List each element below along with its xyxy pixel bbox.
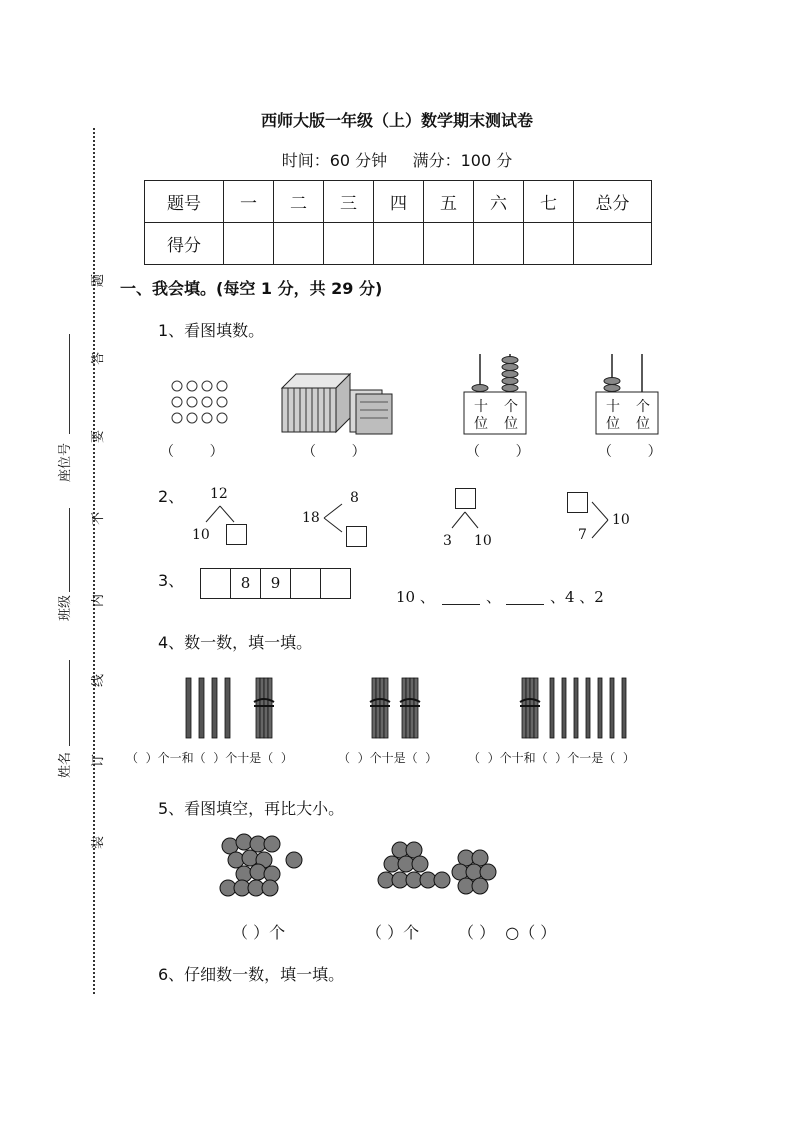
sticks-group-2: [366, 676, 426, 740]
abacus-2: [594, 352, 660, 436]
margin-char: 内: [91, 593, 106, 607]
margin-char: 装: [91, 835, 106, 849]
bundle-and-books-figure: [280, 370, 398, 436]
score-table-score-row: [145, 223, 652, 265]
binding-dotted-line: [93, 128, 95, 994]
score-input[interactable]: [474, 223, 524, 265]
answer-box[interactable]: [346, 526, 367, 547]
margin-char: 要: [91, 429, 106, 443]
score-cell: 五: [424, 181, 474, 223]
score-row-label: 得分: [145, 223, 224, 265]
apple-count-blank-1[interactable]: （ ）个: [232, 923, 286, 942]
abacus-1-tens-label: 十: [474, 399, 488, 415]
question-6-label: 6、仔细数一数，填一填。: [158, 965, 345, 984]
score-table-header-row: [145, 181, 652, 223]
section-heading: 一、我会填。(每空 1 分，共 29 分): [120, 279, 383, 298]
split-right-number: 10: [612, 512, 630, 528]
answer-box[interactable]: [567, 492, 588, 513]
answer-blank[interactable]: （ ）: [598, 444, 662, 460]
exam-subtitle: 时间：60 分钟 满分：100 分: [281, 151, 513, 170]
seat-number-label: 座位号: [58, 442, 73, 482]
number-box[interactable]: [201, 569, 231, 598]
score-cell: 一: [224, 181, 274, 223]
question-5-label: 5、看图填空，再比大小。: [158, 799, 345, 818]
answer-box[interactable]: [226, 524, 247, 545]
sequence-separator: 、: [486, 588, 502, 606]
split-left-number: 18: [302, 510, 320, 526]
abacus-1: [462, 352, 528, 436]
score-input[interactable]: [424, 223, 474, 265]
score-cell-label: 题号: [145, 181, 224, 223]
number-box: 9: [261, 569, 291, 598]
answer-blank[interactable]: （ ）: [466, 444, 530, 460]
split-lines: [322, 500, 348, 536]
score-input[interactable]: [574, 223, 652, 265]
abacus-1-ones-label: 个: [504, 399, 518, 415]
question-3-label: 3、: [158, 571, 185, 590]
abacus-2-ones-label: 个: [636, 399, 650, 415]
seat-number-line[interactable]: [69, 334, 70, 434]
sticks-caption-1: （ ）个一和（ ）个十是（ ）: [126, 751, 293, 765]
exam-title: 西师大版一年级（上）数学期末测试卷: [260, 111, 533, 130]
sequence-tail: 、4 、2: [550, 588, 604, 606]
abacus-2-ones-label: 位: [636, 416, 650, 432]
split-top-number: 12: [210, 486, 228, 502]
split-left-number: 3: [443, 533, 452, 549]
score-cell: 七: [524, 181, 574, 223]
compare-blank[interactable]: （ ） ○（ ）: [458, 923, 557, 942]
abacus-2-tens-label: 位: [606, 416, 620, 432]
abacus-1-ones-label: 位: [504, 416, 518, 432]
sticks-group-3: [516, 676, 630, 740]
split-lines: [446, 510, 486, 532]
margin-char: 订: [91, 753, 106, 767]
number-box: 8: [231, 569, 261, 598]
name-line[interactable]: [69, 660, 70, 746]
margin-char: 答: [91, 351, 106, 365]
question-4-label: 4、数一数，填一填。: [158, 633, 313, 652]
score-cell: 二: [274, 181, 324, 223]
sticks-group-1: [184, 676, 280, 740]
class-line[interactable]: [69, 508, 70, 592]
question-2-label: 2、: [158, 487, 185, 506]
split-left-number: 10: [192, 527, 210, 543]
margin-char: 线: [91, 673, 106, 687]
number-box[interactable]: [321, 569, 350, 598]
split-top-number: 8: [350, 490, 359, 506]
dots-figure: [170, 380, 232, 426]
sticks-caption-3: （ ）个十和（ ）个一是（ ）: [468, 751, 635, 765]
split-lines: [200, 504, 250, 526]
score-table: [144, 180, 652, 265]
score-cell: 三: [324, 181, 374, 223]
answer-blank[interactable]: （ ）: [302, 444, 366, 460]
apple-count-blank-2[interactable]: （ ）个: [366, 923, 420, 942]
abacus-1-tens-label: 位: [474, 416, 488, 432]
abacus-2-tens-label: 十: [606, 399, 620, 415]
score-cell: 六: [474, 181, 524, 223]
answer-blank[interactable]: （ ）: [160, 444, 224, 460]
number-box[interactable]: [291, 569, 321, 598]
sticks-caption-2: （ ）个十是（ ）: [338, 751, 438, 765]
class-label: 班级: [58, 594, 73, 621]
score-cell: 四: [374, 181, 424, 223]
apples-group-2: [374, 836, 500, 902]
sequence-blank[interactable]: [442, 604, 480, 605]
score-input[interactable]: [324, 223, 374, 265]
split-right-number: 10: [474, 533, 492, 549]
split-lines: [590, 500, 612, 540]
sequence-start: 10 、: [396, 588, 435, 606]
apples-group-1: [214, 830, 310, 906]
question-1-label: 1、看图填数。: [158, 321, 265, 340]
sequence-blank[interactable]: [506, 604, 544, 605]
split-mid-number: 7: [578, 527, 587, 543]
score-input[interactable]: [374, 223, 424, 265]
answer-box[interactable]: [455, 488, 476, 509]
margin-char: 题: [91, 273, 106, 287]
name-label: 姓名: [58, 751, 73, 778]
score-input[interactable]: [274, 223, 324, 265]
score-cell-total: 总分: [574, 181, 652, 223]
score-input[interactable]: [524, 223, 574, 265]
number-row-boxes: [200, 568, 351, 599]
margin-char: 不: [91, 511, 106, 525]
score-input[interactable]: [224, 223, 274, 265]
